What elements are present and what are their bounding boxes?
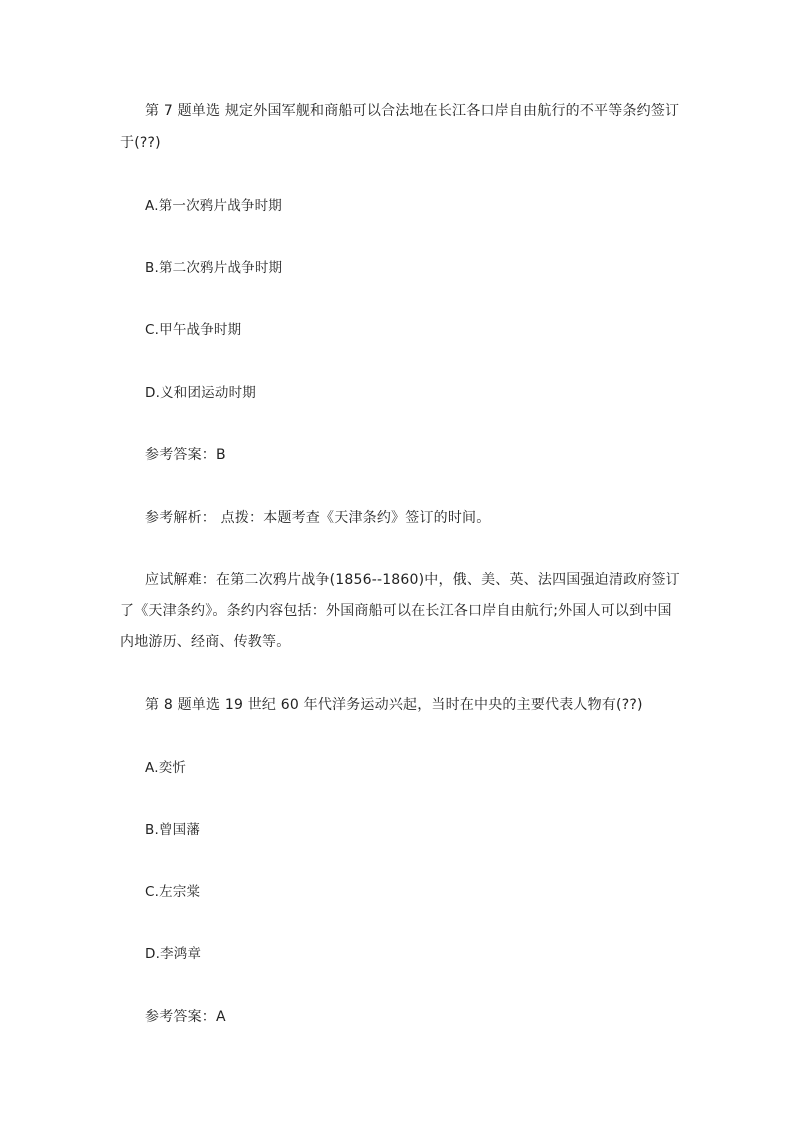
q8-option-a: A.奕忻 <box>145 760 187 776</box>
q7-stem-line2: 于(??) <box>120 135 161 151</box>
q7-option-d: D.义和团运动时期 <box>145 385 256 401</box>
q8-option-c: C.左宗棠 <box>145 884 201 900</box>
q7-option-c: C.甲午战争时期 <box>145 322 242 338</box>
q8-answer: 参考答案：A <box>145 1009 226 1025</box>
q7-answer: 参考答案：B <box>145 447 226 463</box>
q7-stem-line1: 第 7 题单选 规定外国军舰和商船可以合法地在长江各口岸自由航行的不平等条约签订 <box>145 103 680 119</box>
q7-option-b: B.第二次鸦片战争时期 <box>145 260 283 276</box>
q8-stem-line1: 第 8 题单选 19 世纪 60 年代洋务运动兴起，当时在中央的主要代表人物有(??) <box>145 697 643 713</box>
q8-option-b: B.曾国藩 <box>145 822 201 838</box>
q7-analysis: 参考解析： 点拨：本题考查《天津条约》签订的时间。 <box>145 510 491 526</box>
q8-option-d: D.李鸿章 <box>145 946 202 962</box>
q7-solution-line2: 了《天津条约》。条约内容包括：外国商船可以在长江各口岸自由航行;外国人可以到中国 <box>120 603 672 619</box>
q7-solution-line3: 内地游历、经商、传教等。 <box>120 634 291 650</box>
q7-solution-line1: 应试解难：在第二次鸦片战争(1856--1860)中，俄、美、英、法四国强迫清政府签订 <box>145 572 680 588</box>
q7-option-a: A.第一次鸦片战争时期 <box>145 198 282 214</box>
